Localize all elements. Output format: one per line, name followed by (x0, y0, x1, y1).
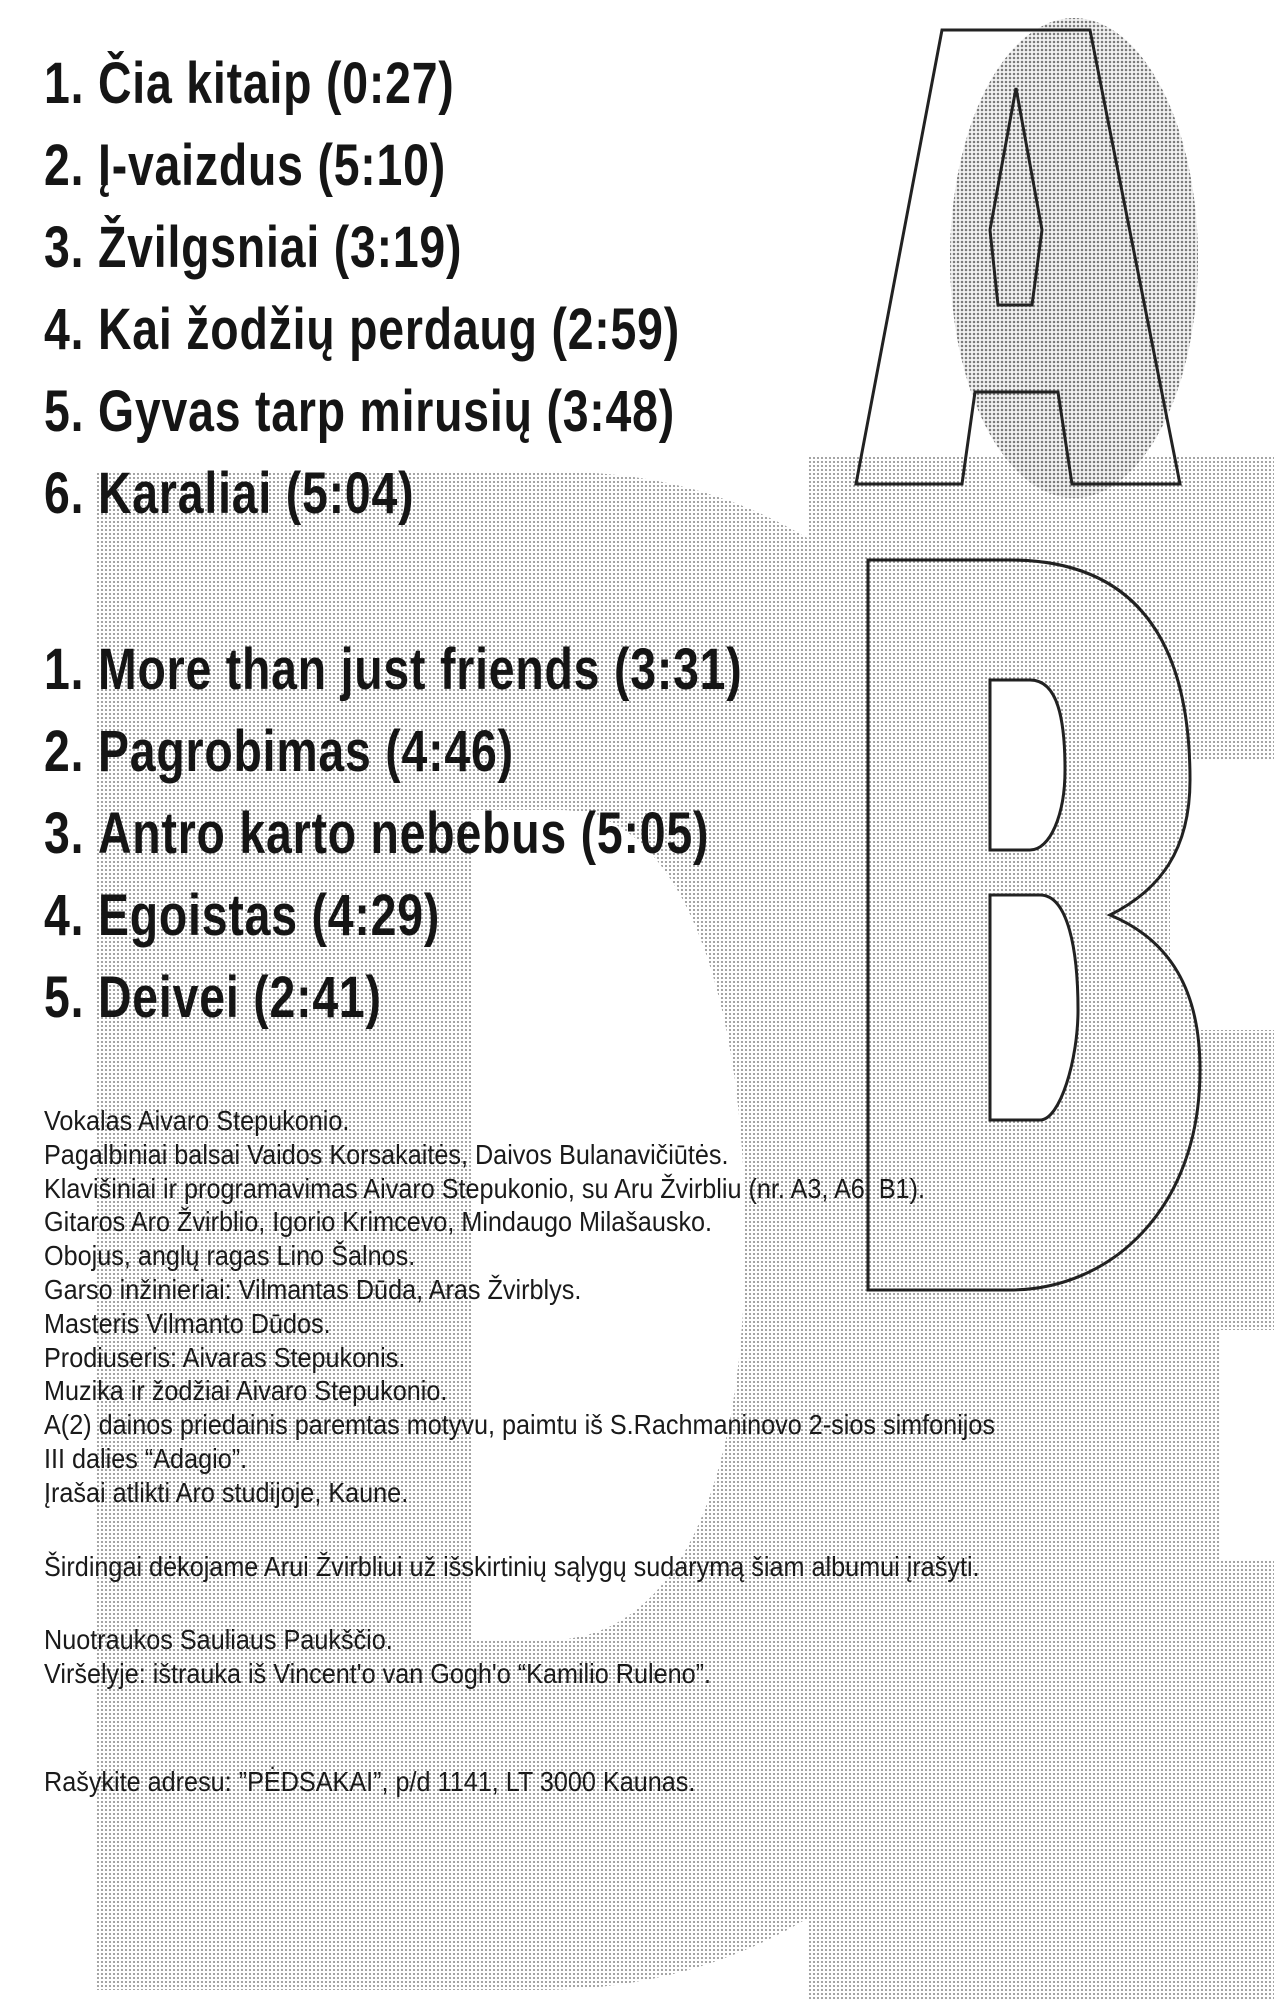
side-b-tracklist (44, 628, 917, 1038)
mailing-address: Rašykite adresu: ”PĖDSAKAI”, p/d 1141, LT 3000 Kaunas. (44, 1765, 696, 1797)
track-title: Žvilgsniai (98, 214, 321, 280)
track-duration: (5:05) (580, 800, 710, 866)
track-title: Pagrobimas (98, 718, 372, 784)
track-title: Karaliai (98, 460, 273, 526)
track-b1 (44, 628, 743, 710)
track-title: Kai žodžių perdaug (98, 296, 538, 362)
credit-line-producer: Prodiuseris: Aivaras Stepukonis. (44, 1341, 406, 1373)
credit-line-backing-vocals: Pagalbiniai balsai Vaidos Korsakaitės, Daivos Bulanavičiūtės. (44, 1138, 729, 1170)
track-a6 (44, 452, 680, 534)
track-number: 5. (44, 964, 85, 1030)
track-number: 4. (44, 882, 85, 948)
credit-line-engineers: Garso inžinieriai: Vilmantas Dūda, Aras Žvirblys. (44, 1273, 582, 1305)
photos-credit: Nuotraukos Sauliaus Paukščio. (44, 1624, 393, 1656)
track-duration: (5:04) (285, 460, 415, 526)
track-number: 4. (44, 296, 85, 362)
credit-line-guitars: Gitaros Aro Žvirblio, Igorio Krimcevo, Mindaugo Milašausko. (44, 1206, 713, 1238)
track-b4 (44, 874, 743, 956)
credit-line-note: A(2) dainos priedainis paremtas motyvu, paimtu iš S.Rachmaninovo 2-sios simfonijos (44, 1409, 996, 1441)
halftone-oval (950, 18, 1198, 498)
track-number: 2. (44, 132, 85, 198)
track-number: 5. (44, 378, 85, 444)
track-b3 (44, 792, 743, 874)
track-title: More than just friends (98, 636, 601, 702)
credit-line-studio: Įrašai atlikti Aro studijoje, Kaune. (44, 1476, 409, 1508)
track-number: 2. (44, 718, 85, 784)
cover-credit: Viršelyje: ištrauka iš Vincent'o van Gogh'o “Kamilio Ruleno”. (44, 1658, 712, 1690)
track-title: Čia kitaip (98, 50, 313, 116)
credit-line-oboe: Obojus, anglų ragas Lino Šalnos. (44, 1240, 416, 1272)
credit-line-music-lyrics: Muzika ir žodžiai Aivaro Stepukonio. (44, 1375, 448, 1407)
track-duration: (4:46) (385, 718, 514, 784)
credit-line-note-cont: III dalies “Adagio”. (44, 1442, 248, 1474)
track-number: 1. (44, 50, 85, 116)
track-title: Egoistas (98, 882, 298, 948)
credit-line-keyboards: Klavišiniai ir programavimas Aivaro Stepukonio, su Aru Žvirbliu (nr. A3, A6, B1). (44, 1172, 926, 1204)
track-a3 (44, 206, 680, 288)
track-number: 3. (44, 800, 85, 866)
track-a2 (44, 124, 680, 206)
credits-block (44, 1104, 1124, 1799)
track-title: Antro karto nebebus (98, 800, 567, 866)
credit-line-mastering: Masteris Vilmanto Dūdos. (44, 1307, 331, 1339)
track-b5 (44, 956, 743, 1038)
track-duration: (3:19) (333, 214, 463, 280)
outlined-letter-a (856, 18, 1198, 498)
track-number: 3. (44, 214, 85, 280)
track-duration: (3:48) (546, 378, 676, 444)
thanks-line: Širdingai dėkojame Arui Žvirbliui už išskirtinių sąlygų sudarymą šiam albumui įrašyti. (44, 1550, 980, 1582)
track-duration: (2:59) (551, 296, 681, 362)
track-number: 1. (44, 636, 85, 702)
track-duration: (5:10) (317, 132, 447, 198)
track-number: 6. (44, 460, 85, 526)
track-title: Deivei (98, 964, 240, 1030)
credit-line-vocals: Vokalas Aivaro Stepukonio. (44, 1105, 350, 1136)
track-title: Į-vaizdus (98, 132, 304, 198)
track-duration: (4:29) (311, 882, 441, 948)
track-title: Gyvas tarp mirusių (98, 378, 533, 444)
track-duration: (0:27) (325, 50, 455, 116)
track-duration: (2:41) (253, 964, 382, 1030)
track-b2 (44, 710, 743, 792)
track-a1 (44, 42, 680, 124)
track-a5 (44, 370, 680, 452)
side-a-tracklist (44, 42, 839, 534)
track-duration: (3:31) (613, 636, 743, 702)
track-a4 (44, 288, 680, 370)
